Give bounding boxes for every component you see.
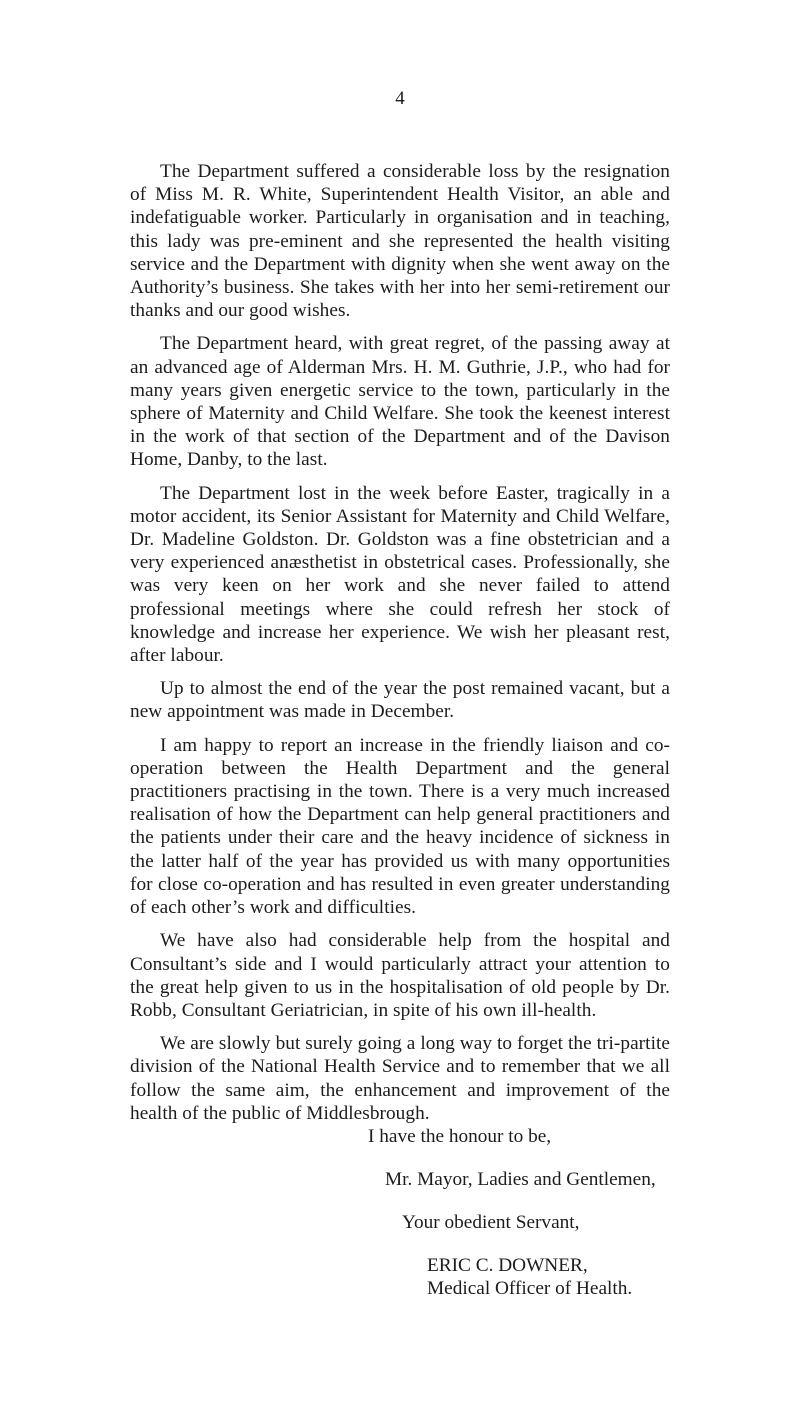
paragraph-liaison: I am happy to report an increase in the friendly liaison and co-operation between the Health Department and the general practitioners practising in the town. There is a very much increased realisation of how the Department can help general practitioners and the patients under their care and the heavy incidence of sickness in the latter half of the year has provided us with many opportunities for close co-operation and has resulted in even greater understanding of each other’s work and difficulties. — [130, 734, 670, 919]
paragraph-tripartite: We are slowly but surely going a long way to forget the tri-partite division of the National Health Service and to remember that we all follow the same aim, the enhancement and improvement of the health of the public of Middlesbrough. — [130, 1033, 670, 1124]
paragraph-obituary-guthrie: The Department heard, with great regret, of the passing away at an advanced age of Alderman Mrs. H. M. Guthrie, J.P., who had for many years given energetic service to the town, particularly in the sphere of Maternity and Child Welfare. She took the keenest interest in the work of that section of the Department and of the Davison Home, Danby, to the last. — [130, 333, 670, 471]
report-body — [130, 160, 670, 1135]
paragraph-resignation: The Department suffered a considerable loss by the resignation of Miss M. R. White, Superintendent Health Visitor, an able and indefatiguable worker. Particularly in organisation and in teaching, this lady was pre-eminent and she represented the health visiting service and the Department with dignity when she went away on the Authority’s business. She takes with her into her semi-retirement our thanks and our good wishes. — [130, 161, 670, 322]
paragraph-hospital-help: We have also had considerable help from the hospital and Consultant’s side and I would particularly attract your attention to the great help given to us in the hospitalisation of old people by Dr. Robb, Consultant Geriatrician, in spite of his own ill-health. — [130, 930, 670, 1021]
signatory-title: Medical Officer of Health. — [427, 1278, 633, 1299]
paragraph-post-vacant: Up to almost the end of the year the post remained vacant, but a new appointment was made in December. — [130, 678, 670, 723]
page-number: 4 — [395, 88, 405, 109]
paragraph-obituary-goldston: The Department lost in the week before Easter, tragically in a motor accident, its Senior Assistant for Maternity and Child Welfare, Dr. Madeline Goldston. Dr. Goldston was a fine obstetrician and a very experienced anæsthetist in obstetrical cases. Professionally, she was very keen on her work and she never failed to attend professional meetings where she could refresh her stock of knowledge and increase her experience. We wish her pleasant rest, after labour. — [130, 482, 670, 667]
signatory-name: ERIC C. DOWNER, — [427, 1255, 588, 1276]
closing-honour: I have the honour to be, — [368, 1126, 552, 1147]
closing-servant: Your obedient Servant, — [402, 1212, 580, 1233]
closing-salutation: Mr. Mayor, Ladies and Gentlemen, — [385, 1169, 656, 1190]
